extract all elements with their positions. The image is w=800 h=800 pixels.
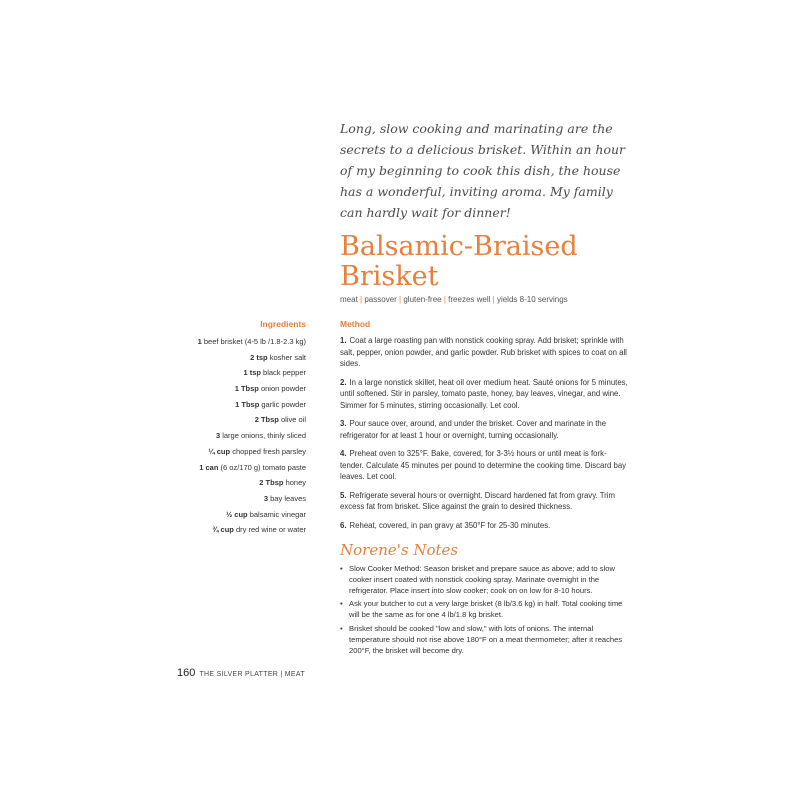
ingredient-item: 2 tsp kosher salt <box>250 352 306 362</box>
intro-paragraph: Long, slow cooking and marinating are the secrets to a delicious brisket. Within an hour of my beginning to cook this dish, the house has a wonderful, inviting aroma. My family can hardly wait for dinner! <box>340 121 626 220</box>
ingredient-item: ½ cup balsamic vinegar <box>225 509 306 519</box>
ingredient-item: 1 Tbsp garlic powder <box>235 399 306 409</box>
title-line-1: Balsamic-Braised <box>340 231 578 262</box>
bullet-icon: • <box>340 564 343 573</box>
tag-separator: | <box>399 295 402 304</box>
tag: freezes well <box>448 295 491 304</box>
section-name: MEAT <box>284 671 305 678</box>
method-step: 2. In a large nonstick skillet, heat oil over medium heat. Sauté onions for 5 minutes, until softened. Stir in parsley, tomato paste, honey, bay leaves, vinegar, and wine. Simmer for 5 minutes, stirring occasionally. Let cool. <box>340 377 628 410</box>
book-title: THE SILVER PLATTER <box>199 671 279 678</box>
tag: meat <box>340 295 358 304</box>
footer-separator: | <box>280 671 283 678</box>
method-step: 4. Preheat oven to 325°F. Bake, covered, for 3-3½ hours or until meat is fork-tender. Calculate 45 minutes per pound to determine the cooking time. Discard bay leaves. Let cool. <box>340 449 627 481</box>
tag-separator: | <box>443 295 446 304</box>
page-footer <box>177 667 305 679</box>
ingredient-item: 2 Tbsp honey <box>259 478 306 488</box>
ingredient-item: 1 can (6 oz/170 g) tomato paste <box>199 462 306 472</box>
tag-separator: | <box>360 295 363 304</box>
ingredient-item: 1 beef brisket (4-5 lb /1.8-2.3 kg) <box>197 337 306 346</box>
bullet-icon: • <box>340 623 343 633</box>
tag: yields 8-10 servings <box>496 295 568 304</box>
tag-separator: | <box>492 295 495 304</box>
ingredient-item: 3 large onions, thinly sliced <box>215 431 306 441</box>
ingredient-item: ¾ cup dry red wine or water <box>212 525 306 535</box>
ingredients-heading: Ingredients <box>260 319 306 329</box>
method-step: 6. Reheat, covered, in pan gravy at 350°F for 25-30 minutes. <box>340 520 551 530</box>
note-item: • Brisket should be cooked "low and slow," with lots of onions. The internal temperature should not rise above 180°F on a meat thermometer; after it reaches 200°F, the brisket will become dry. <box>340 623 623 655</box>
ingredients-list <box>150 336 306 540</box>
notes-heading: Norene's Notes <box>340 541 459 559</box>
ingredient-item: 3 bay leaves <box>263 493 306 503</box>
ingredient-item: 1 Tbsp onion powder <box>234 384 306 394</box>
recipe-title <box>340 232 640 292</box>
tag: gluten-free <box>403 295 442 304</box>
method-heading: Method <box>340 319 371 329</box>
notes-list <box>340 564 632 659</box>
method-steps <box>340 335 630 538</box>
page-number: 160 <box>177 667 196 679</box>
method-step: 5. Refrigerate several hours or overnight. Discard hardened fat from gravy. Trim excess fat from brisket. Slice against the grain to desired thickness. <box>340 490 616 511</box>
note-item: • Slow Cooker Method: Season brisket and prepare sauce as above; add to slow cooker insert coated with nonstick cooking spray. Marinate overnight in the refrigerator. Place insert into slow cooker; cook on on low for 8-10 hours. <box>340 564 615 595</box>
tag: passover <box>364 295 397 304</box>
method-step: 1. Coat a large roasting pan with nonstick cooking spray. Add brisket; sprinkle with salt, pepper, onion powder, and garlic powder. Rub brisket with spices to coat on all sides. <box>340 336 627 368</box>
method-step: 3. Pour sauce over, around, and under the brisket. Cover and marinate in the refrigerator for at least 1 hour or overnight, turning occasionally. <box>340 419 607 440</box>
recipe-tags <box>340 295 640 304</box>
ingredient-item: ¼ cup chopped fresh parsley <box>208 446 306 456</box>
ingredient-item: 1 tsp black pepper <box>243 368 306 378</box>
title-line-2: Brisket <box>340 261 439 292</box>
bullet-icon: • <box>340 599 343 609</box>
note-item: • Ask your butcher to cut a very large brisket (8 lb/3.6 kg) in half. Total cooking time will be the same as for one 4 lb/1.8 kg brisket. <box>340 599 623 620</box>
ingredient-item: 2 Tbsp olive oil <box>254 415 306 425</box>
